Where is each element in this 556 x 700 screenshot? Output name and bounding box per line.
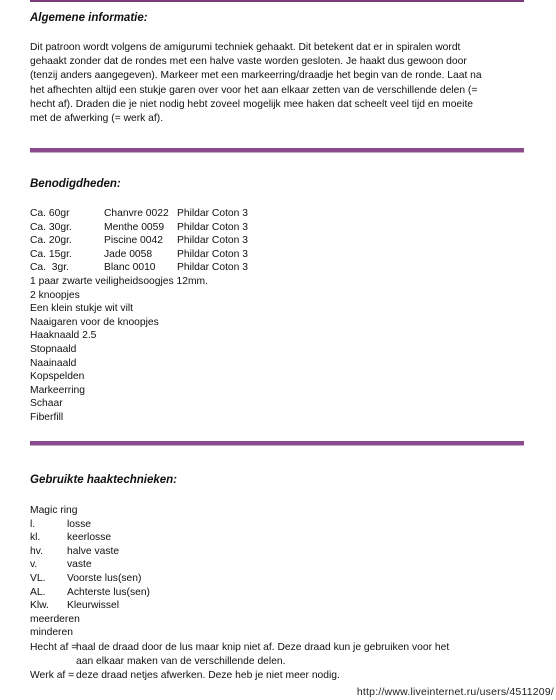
abbreviation: hv.	[30, 545, 43, 557]
list-item: 1 paar zwarte veiligheidsoogjes 12mm.	[30, 275, 208, 287]
watermark-url: http://www.liveinternet.ru/users/4511209/	[356, 686, 554, 698]
list-item: Magic ring	[30, 505, 78, 516]
list-item: 2 knoopjes	[30, 289, 80, 301]
abbreviation-meaning: losse	[67, 518, 92, 530]
list-item: Naainaald	[30, 357, 77, 369]
list-item: Haaknaald 2.5	[30, 330, 97, 342]
list-item: Fiberfill	[30, 411, 64, 423]
yarn-color: Menthe 0059	[104, 221, 165, 233]
yarn-color: Blanc 0010	[104, 262, 156, 274]
definition-term: Werk af =	[30, 670, 75, 681]
yarn-brand: Phildar Coton 3	[177, 235, 248, 247]
yarn-row	[30, 261, 248, 275]
definition-term: Hecht af =	[30, 642, 78, 653]
abbreviation-row	[30, 599, 150, 613]
abbreviation-meaning: vaste	[67, 559, 92, 571]
paragraph-line: hecht af). Draden die je niet nodig hebt zoveel mogelijk mee haken dat scheelt veel tijd en moeite	[30, 98, 474, 110]
definition-text: haal de draad door de lus maar knip niet af. Deze draad kun je gebruiken voor het	[76, 642, 450, 653]
abbreviation-meaning: halve vaste	[67, 545, 120, 557]
yarn-color: Jade 0058	[104, 248, 153, 260]
abbreviation-meaning: keerlosse	[67, 532, 112, 544]
abbreviation: kl.	[30, 532, 41, 544]
abbreviation-meaning: Achterste lus(sen)	[67, 586, 150, 598]
top-divider	[30, 0, 524, 2]
abbreviation-row	[30, 558, 150, 572]
abbreviation-row	[30, 572, 150, 586]
abbreviation: AL.	[30, 586, 46, 598]
yarn-brand: Phildar Coton 3	[177, 221, 248, 233]
paragraph-line: (tenzij anders aangegeven). Markeer met een markeerring/draadje het begin van de ronde. Laat na	[30, 70, 482, 82]
list-item: meerderen	[30, 613, 80, 625]
list-item: Schaar	[30, 398, 63, 410]
list-item: Naaigaren voor de knoopjes	[30, 316, 159, 328]
yarn-amount: Ca. 60gr	[30, 208, 70, 219]
yarn-row	[30, 234, 248, 248]
list-item: Een klein stukje wit vilt	[30, 303, 134, 315]
materials-list	[30, 207, 248, 425]
general-info-paragraph	[30, 41, 500, 126]
list-item: Kopspelden	[30, 371, 85, 383]
yarn-row	[30, 248, 248, 262]
paragraph-line: Dit patroon wordt volgens de amigurumi techniek gehaakt. Dit betekent dat er in spiralen wordt	[30, 42, 461, 53]
section-divider	[30, 148, 524, 153]
abbreviation-meaning: Kleurwissel	[67, 600, 120, 612]
abbreviation-row	[30, 531, 150, 545]
yarn-color: Chanvre 0022	[104, 208, 169, 219]
abbreviation-row	[30, 586, 150, 600]
techniques-list	[30, 504, 150, 640]
definition-text: deze draad netjes afwerken. Deze heb je niet meer nodig.	[76, 670, 340, 681]
abbreviation-row	[30, 545, 150, 559]
yarn-brand: Phildar Coton 3	[177, 248, 248, 260]
definition-hecht-af	[30, 641, 500, 669]
list-item: Markeerring	[30, 384, 85, 396]
abbreviation-row	[30, 518, 150, 532]
paragraph-line: met de afwerking (= werk af).	[30, 113, 164, 125]
yarn-amount: Ca. 30gr.	[30, 221, 72, 233]
yarn-row	[30, 221, 248, 235]
abbreviation-meaning: Voorste lus(sen)	[67, 572, 142, 584]
abbreviation: l.	[30, 518, 36, 530]
heading-gebruikte-haaktechnieken: Gebruikte haaktechnieken:	[30, 474, 177, 486]
paragraph-line: gehaakt zonder dat de rondes met een halve vaste worden gesloten. Je haakt dus gewoon door	[30, 56, 467, 68]
yarn-color: Piscine 0042	[104, 235, 163, 247]
paragraph-line: het afhechten altijd een stukje garen over voor het aan elkaar zetten van de verschillende delen (=	[30, 84, 478, 96]
yarn-row	[30, 207, 248, 221]
abbreviation: Klw.	[30, 600, 49, 612]
list-item: Stopnaald	[30, 343, 77, 355]
yarn-amount: Ca. 3gr.	[30, 262, 69, 274]
abbreviation: v.	[30, 559, 38, 571]
definition-text: aan elkaar maken van de verschillende delen.	[76, 656, 286, 667]
abbreviation: VL.	[30, 572, 46, 584]
list-item: minderen	[30, 627, 73, 639]
heading-algemene-informatie: Algemene informatie:	[30, 12, 148, 24]
yarn-amount: Ca. 20gr.	[30, 235, 72, 247]
heading-benodigdheden: Benodigdheden:	[30, 178, 121, 190]
yarn-brand: Phildar Coton 3	[177, 208, 248, 219]
yarn-amount: Ca. 15gr.	[30, 248, 72, 260]
definition-werk-af	[30, 669, 500, 683]
section-divider	[30, 441, 524, 446]
yarn-brand: Phildar Coton 3	[177, 262, 248, 274]
